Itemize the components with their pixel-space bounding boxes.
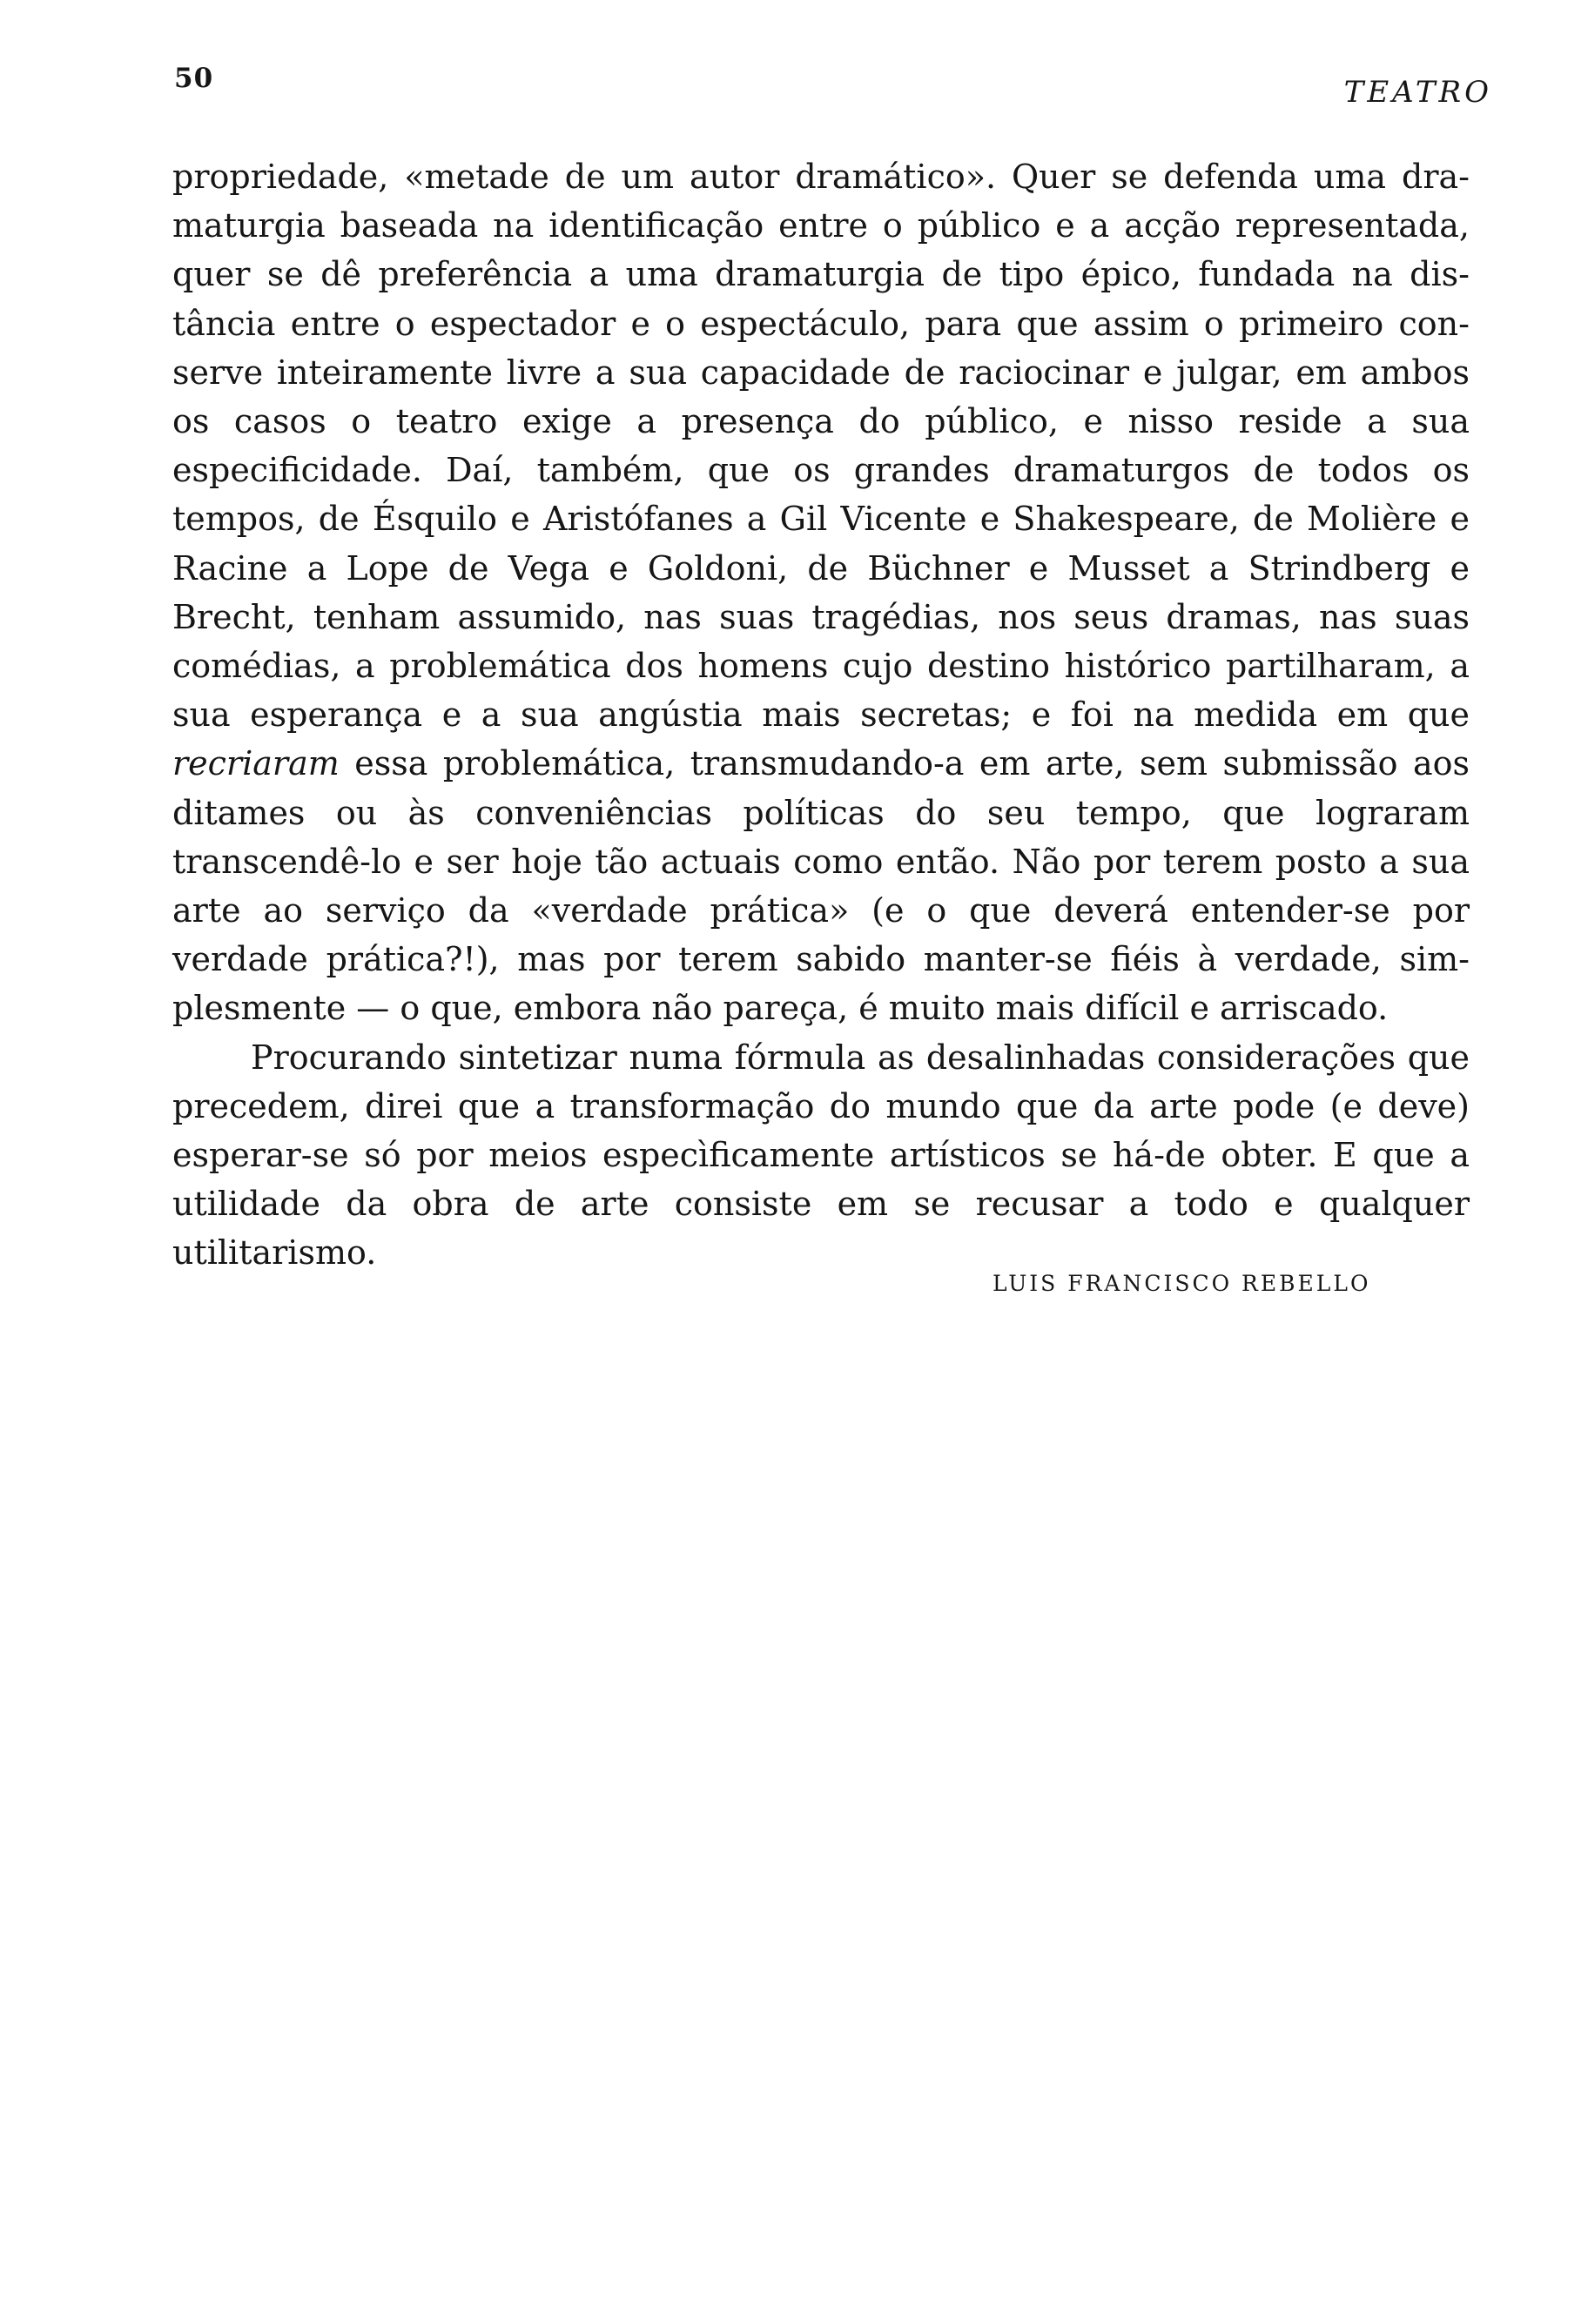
- paragraph: [172, 152, 1470, 1033]
- running-head: TEATRO: [1343, 75, 1492, 110]
- paragraph-text: essa problemática, transmudando-a em arte, sem submissão aos ditames ou às conveniências políticas do seu tempo, que lograram transcendê-lo e ser hoje tão actuais como então. Não por terem posto a sua arte ao serviço da «verdade prática» (e o que deverá entender-se por verdade prática?!), mas por terem sabido manter-se fiéis à verdade, simplesmente — o que, embora não pareça, é muito mais difícil e arriscado.: [172, 744, 1470, 1028]
- page-number: 50: [174, 63, 214, 94]
- paragraph: Procurando sintetizar numa fórmula as desalinhadas considerações que precedem, direi que a transformação do mundo que da arte pode (e deve) esperar-se só por meios especìficamente artísticos se há-de obter. E que a utilidade da obra de arte consiste em se recusar a todo e qualquer utilitarismo.: [172, 1038, 1470, 1273]
- paragraph-text: propriedade, «metade de um autor dramático». Quer se defenda uma dramaturgia baseada na identificação entre o público e a acção representada, quer se dê preferência a uma dramaturgia de tipo épico, fundada na distância entre o espectador e o espectáculo, para que assim o primeiro conserve inteiramente livre a sua capacidade de raciocinar e julgar, em ambos os casos o teatro exige a presença do público, e nisso reside a sua especificidade. Daí, também, que os grandes dramaturgos de todos os tempos, de Ésquilo e Aristófanes a Gil Vicente e Shakespeare, de Molière e Racine a Lope de Vega e Goldoni, de Büchner e Musset a Strindberg e Brecht, tenham assumido, nas suas tragédias, nos seus dramas, nas suas comédias, a problemática dos homens cujo destino histórico partilharam, a sua esperança e a sua angústia mais secretas; e foi na medida em que: [172, 158, 1470, 735]
- emphasis-word: recriaram: [172, 744, 340, 783]
- author-signature: LUIS FRANCISCO REBELLO: [992, 1271, 1371, 1296]
- article-text: [172, 152, 1470, 1278]
